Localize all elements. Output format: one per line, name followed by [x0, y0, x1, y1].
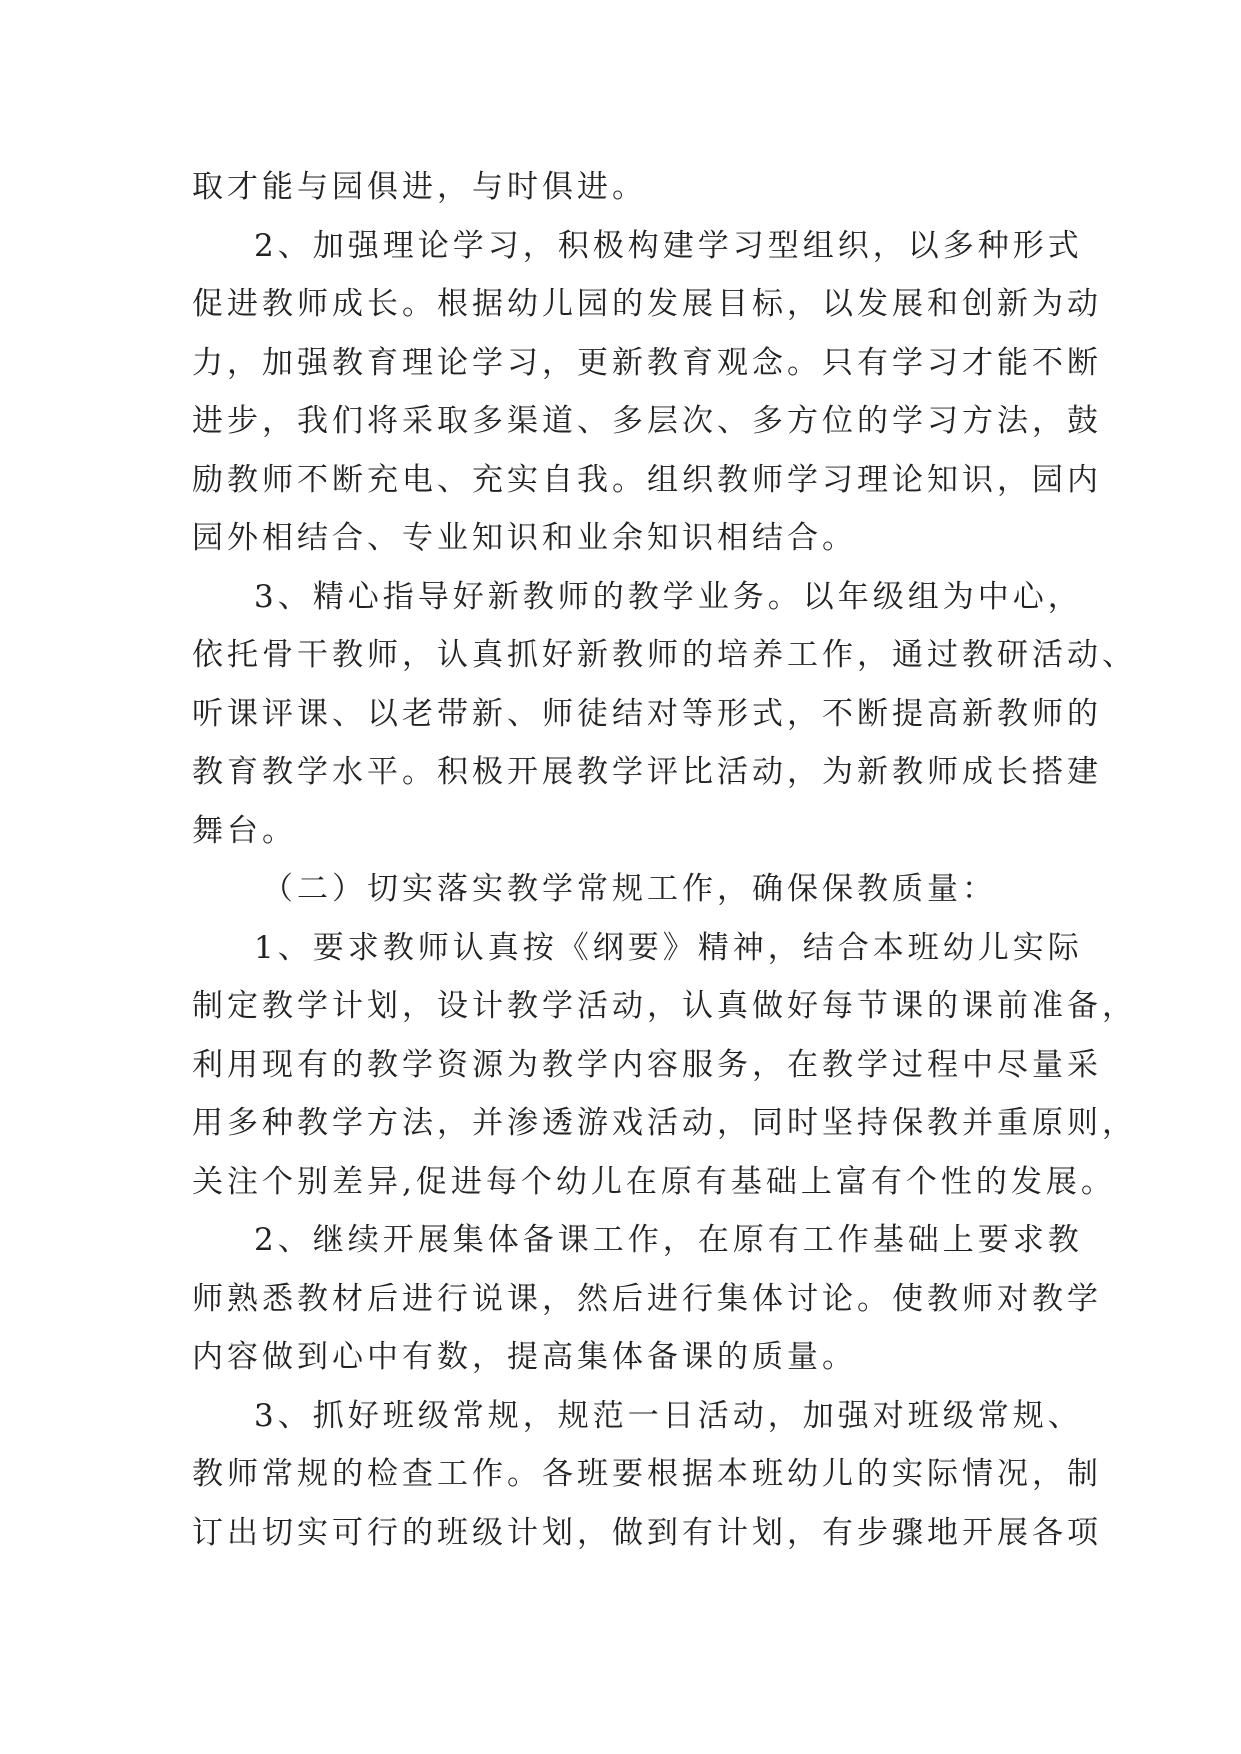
text-line: 力，加强教育理论学习，更新教育观念。只有学习才能不断 — [192, 344, 1102, 381]
document-body — [192, 158, 1137, 1562]
text-line: 内容做到心中有数，提高集体备课的质量。 — [192, 1339, 857, 1375]
paragraph-start-line: 3、抓好班级常规，规范一日活动，加强对班级常规、 — [254, 1397, 1083, 1434]
text-line: 教师常规的检查工作。各班要根据本班幼儿的实际情况，制 — [192, 1456, 1102, 1492]
text-line: 进步，我们将采取多渠道、多层次、多方位的学习方法，鼓 — [192, 403, 1102, 439]
text-line: 关注个别差异,促进每个幼儿在原有基础上富有个性的发展。 — [192, 1163, 1116, 1200]
text-line: 利用现有的教学资源为教学内容服务，在教学过程中尽量采 — [192, 1046, 1102, 1083]
paragraph-start-line: 2、加强理论学习，积极构建学习型组织，以多种形式 — [254, 227, 1083, 264]
paragraph-start-line: 3、精心指导好新教师的教学业务。以年级组为中心， — [254, 578, 1083, 615]
text-line: 教育教学水平。积极开展教学评比活动，为新教师成长搭建 — [192, 754, 1102, 790]
section-heading: （二）切实落实教学常规工作，确保保教质量： — [262, 871, 997, 907]
text-line: 依托骨干教师，认真抓好新教师的培养工作，通过教研活动、 — [192, 637, 1137, 673]
paragraph-start-line: 2、继续开展集体备课工作，在原有工作基础上要求教 — [254, 1222, 1083, 1258]
text-line: 订出切实可行的班级计划，做到有计划，有步骤地开展各项 — [192, 1514, 1102, 1551]
text-line: 取才能与园俱进，与时俱进。 — [192, 169, 647, 205]
text-line: 舞台。 — [192, 812, 297, 849]
text-line: 听课评课、以老带新、师徒结对等形式，不断提高新教师的 — [192, 695, 1102, 732]
paragraph-start-line: 1、要求教师认真按《纲要》精神，结合本班幼儿实际 — [254, 929, 1083, 966]
text-line: 促进教师成长。根据幼儿园的发展目标，以发展和创新为动 — [192, 286, 1102, 322]
text-line: 制定教学计划，设计教学活动，认真做好每节课的课前准备， — [192, 988, 1137, 1024]
text-line: 师熟悉教材后进行说课，然后进行集体讨论。使教师对教学 — [192, 1280, 1102, 1317]
text-line: 园外相结合、专业知识和业余知识相结合。 — [192, 520, 857, 556]
text-line: 用多种教学方法，并渗透游戏活动，同时坚持保教并重原则， — [192, 1105, 1137, 1141]
text-line: 励教师不断充电、充实自我。组织教师学习理论知识，园内 — [192, 461, 1102, 498]
